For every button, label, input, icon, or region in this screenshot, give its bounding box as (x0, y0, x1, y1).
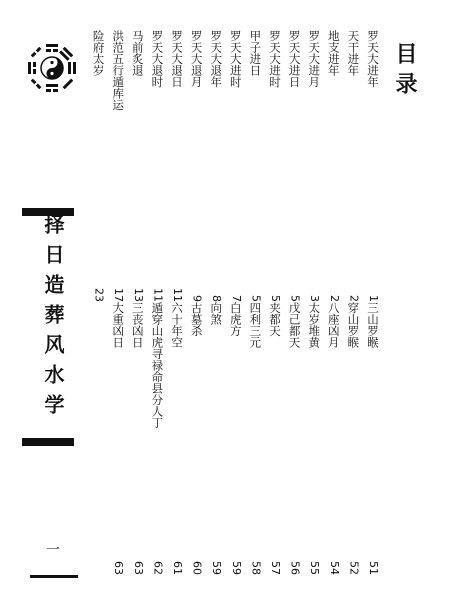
toc-entry (362, 302, 384, 575)
toc-entry-title: 罗天大退月 (189, 30, 204, 88)
toc-entry-page: 2 (347, 295, 361, 302)
toc-entry-page: 63 (131, 561, 145, 575)
toc-entry-title: 马前炙退 (130, 30, 145, 76)
toc-entry (127, 302, 149, 575)
toc-entry (205, 302, 227, 575)
toc-entry-title: 罗天大进时 (268, 30, 282, 88)
toc-entry-page: 56 (288, 561, 302, 575)
toc-entry-title: 洪范五行遁库运 (111, 30, 126, 111)
toc-entry-title: 险府太岁 (91, 30, 106, 76)
toc-entry (225, 30, 247, 302)
toc-entry-title: 罗天大退年 (209, 30, 224, 88)
toc-entry-page: 11 (151, 288, 165, 302)
toc-entry (323, 30, 345, 302)
toc-entry-title: 大重凶日 (111, 302, 126, 348)
toc-column (303, 30, 325, 575)
toc-entry-page: 5 (288, 295, 302, 302)
toc-entry-title: 白虎方 (228, 302, 243, 337)
spine-bottom-bar (22, 438, 74, 446)
toc-entry-title: 穿山罗睺 (346, 302, 361, 348)
toc-entry-title: 六十年空 (170, 302, 184, 348)
toc-entry-page: 55 (308, 561, 322, 575)
toc-column (146, 30, 168, 575)
toc-entry-title: 甲子进日 (248, 30, 263, 76)
toc-entry (225, 302, 247, 575)
toc-column (127, 30, 149, 575)
toc-entry (107, 30, 129, 302)
toc-entry (284, 302, 306, 575)
toc-entry-page: 13 (131, 288, 145, 302)
toc-entry (362, 30, 384, 302)
toc-entry (186, 30, 208, 302)
toc-entry-page: 7 (229, 295, 243, 302)
toc-entry-title: 遁穿山虎寻禄命县分人丁 (150, 302, 165, 429)
toc-entry-title: 地支进年 (326, 30, 341, 76)
toc-entry-page: 5 (249, 295, 263, 302)
toc-entry-page: 23 (92, 288, 106, 302)
toc-column (88, 30, 110, 575)
toc-column (205, 30, 227, 575)
toc-entry-title: 古墓杀 (189, 302, 204, 337)
toc-entry-page: 57 (269, 561, 282, 575)
toc-column (244, 30, 266, 575)
toc-entry-title: 八座凶月 (326, 302, 341, 348)
toc-entry (244, 302, 266, 575)
toc-entry-title: 罗天大进月 (307, 30, 322, 88)
toc-entry-page: 1 (367, 295, 380, 302)
toc-entry-page: 58 (249, 561, 263, 575)
toc-entry-page: 3 (308, 295, 322, 302)
toc-entry-title: 罗天大进时 (228, 30, 243, 88)
book-title: 择日造葬风水学 (41, 214, 65, 424)
toc-entry-page: 61 (171, 561, 184, 575)
toc-column (264, 30, 286, 575)
toc-entry-page: 2 (327, 295, 341, 302)
toc-entry-title: 三山罗睺 (366, 302, 380, 348)
toc-entry-page: 8 (210, 295, 224, 302)
toc-entry-page: 59 (210, 561, 224, 575)
toc-entry-page: 59 (229, 561, 243, 575)
page-number: 一 (44, 542, 60, 556)
toc-heading: 目录 (392, 42, 417, 102)
toc-column (166, 30, 188, 575)
toc-entry (323, 302, 345, 575)
toc-entry-title: 四利三元 (248, 302, 263, 348)
toc-column (323, 30, 345, 575)
toc-entry (166, 30, 188, 302)
toc-entry (284, 30, 306, 302)
toc-entry-title: 太岁堆黄 (307, 302, 322, 348)
toc-entry-page: 17 (112, 288, 126, 302)
toc-column (284, 30, 306, 575)
toc-entry (342, 30, 364, 302)
toc-entry (264, 30, 286, 302)
toc-entry-page: 60 (190, 561, 204, 575)
toc-column (225, 30, 247, 575)
toc-entry-page: 63 (112, 561, 126, 575)
footer-rule (30, 575, 78, 578)
toc-entry-title: 戊己都天 (287, 302, 302, 348)
toc-entry-title: 三丧凶日 (130, 302, 145, 348)
toc-entry (303, 30, 325, 302)
toc-entry-title: 夹都天 (268, 302, 282, 337)
bagua-emblem-icon (24, 40, 80, 96)
toc-entry (146, 302, 168, 575)
toc-entry (244, 30, 266, 302)
toc-entry (107, 302, 129, 575)
toc-entry-page: 9 (190, 295, 204, 302)
toc-entry-title: 罗天大进日 (287, 30, 302, 88)
toc-column (362, 30, 384, 575)
toc-entry-title: 罗天大退日 (170, 30, 184, 88)
toc-entry (186, 302, 208, 575)
toc-column (342, 30, 364, 575)
toc-entry-page: 11 (171, 288, 184, 302)
toc-entry-title: 罗天大退时 (150, 30, 165, 88)
toc-entry-page: 52 (347, 561, 361, 575)
toc-entry-page: 5 (269, 295, 282, 302)
toc-column (186, 30, 208, 575)
toc-entry (127, 30, 149, 302)
toc-entry (303, 302, 325, 575)
toc-entry (342, 302, 364, 575)
toc-entry-page: 51 (367, 561, 380, 575)
toc-entry (146, 30, 168, 302)
toc-entry-title: 天干进年 (346, 30, 361, 76)
toc-entry-page: 54 (327, 561, 341, 575)
toc-entry (264, 302, 286, 575)
toc-entry-title: 向煞 (209, 302, 224, 325)
toc-entry (88, 30, 110, 302)
toc-entry (166, 302, 188, 575)
toc-entry-page: 62 (151, 561, 165, 575)
toc-entry-title: 罗天大进年 (366, 30, 380, 88)
toc-column (107, 30, 129, 575)
toc-entry (205, 30, 227, 302)
